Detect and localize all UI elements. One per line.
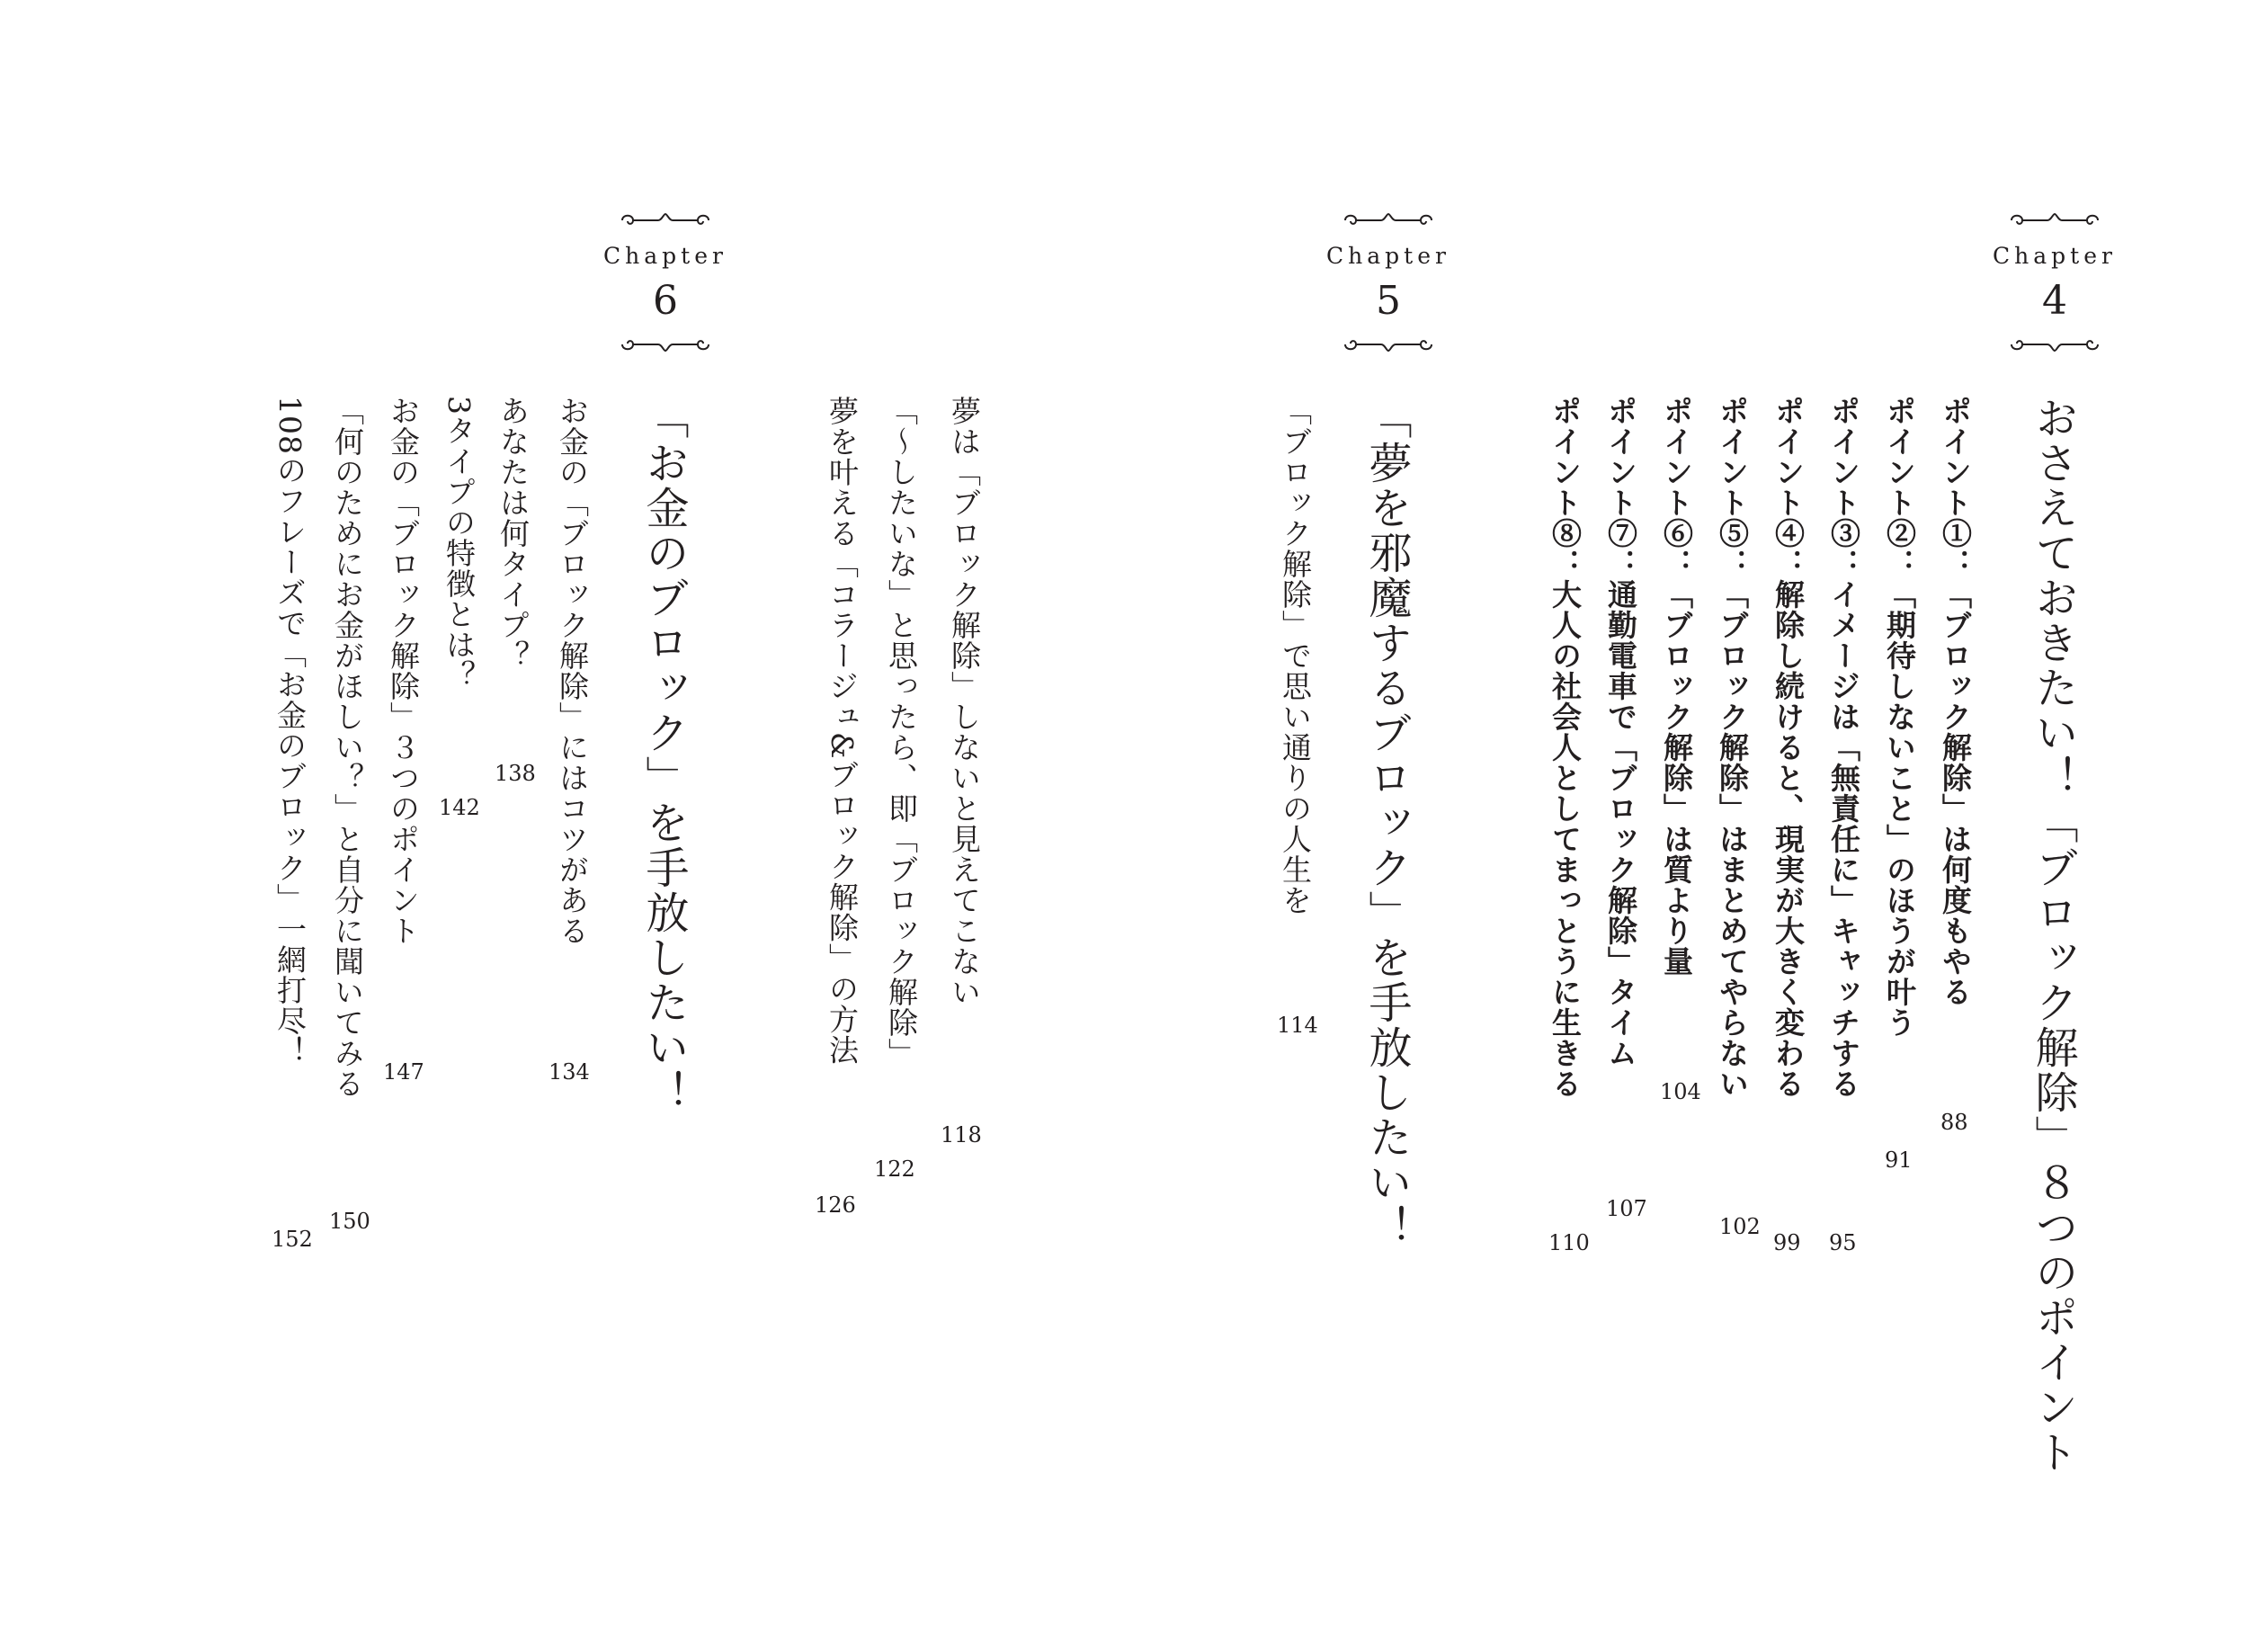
chapter-4-header <box>1947 209 2163 356</box>
ornament-flourish-icon <box>1336 333 1441 356</box>
page-number: 99 <box>1773 1230 1801 1255</box>
toc-entry[interactable]: 108のフレーズで「お金のブロック」一網打尽！ <box>272 396 308 1067</box>
chapter-4-title: おさえておきたい！「ブロック解除」８つのポイント <box>2028 396 2078 1475</box>
page-number: 88 <box>1940 1110 1968 1135</box>
toc-entry[interactable]: 3タイプの特徴とは？ <box>442 396 477 691</box>
page-number: 138 <box>495 761 536 786</box>
page-number: 126 <box>815 1192 856 1218</box>
page-number: 107 <box>1606 1196 1647 1221</box>
ornament-flourish-icon <box>613 209 718 232</box>
page-number: 118 <box>941 1122 982 1147</box>
toc-entry[interactable]: 「何のためにお金がほしい？」と自分に聞いてみる <box>330 396 365 1099</box>
toc-entry[interactable]: 「〜したいな」と思ったら、即「ブロック解除」 <box>884 396 919 1068</box>
page-number: 134 <box>549 1059 590 1085</box>
page-number: 104 <box>1660 1079 1701 1104</box>
chapter-5-header <box>1280 209 1496 356</box>
page-number: 91 <box>1885 1147 1913 1173</box>
toc-entry[interactable]: ポイント④：解除し続けると、現実が大きく変わる <box>1771 396 1806 1099</box>
toc-entry[interactable]: ポイント⑥：「ブロック解除」は質より量 <box>1659 396 1694 977</box>
chapter-label: Chapter <box>1326 243 1450 269</box>
chapter-5-title: 「夢を邪魔するブロック」を手放したい！ <box>1361 396 1412 1250</box>
toc-entry[interactable]: あなたは何タイプ？ <box>495 396 531 671</box>
chapter-6-title: 「お金のブロック」を手放したい！ <box>638 396 689 1115</box>
chapter-label: Chapter <box>603 243 727 269</box>
page-number: 152 <box>272 1227 313 1252</box>
ornament-flourish-icon <box>1336 209 1441 232</box>
page-number: 142 <box>439 795 480 820</box>
page-number: 95 <box>1829 1230 1857 1255</box>
toc-entry[interactable]: ポイント①：「ブロック解除」は何度もやる <box>1938 396 1973 1007</box>
ornament-flourish-icon <box>2003 333 2107 356</box>
toc-entry[interactable]: お金の「ブロック解除」にはコツがある <box>555 396 590 946</box>
toc-entry[interactable]: ポイント⑦：通勤電車で「ブロック解除」タイム <box>1603 396 1638 1068</box>
page-number: 147 <box>383 1059 424 1085</box>
toc-entry[interactable]: 夢は「ブロック解除」しないと見えてこない <box>947 396 982 1007</box>
ornament-flourish-icon <box>613 333 718 356</box>
chapter-6-header <box>558 209 773 356</box>
chapter-number: 4 <box>2042 278 2067 324</box>
toc-entry[interactable]: ポイント③：イメージは「無責任に」キャッチする <box>1826 396 1861 1099</box>
page-number: 110 <box>1548 1230 1590 1255</box>
chapter-label: Chapter <box>1993 243 2117 269</box>
toc-entry[interactable]: ポイント②：「期待しないこと」のほうが叶う <box>1882 396 1917 1038</box>
toc-entry[interactable]: ポイント⑤：「ブロック解除」はまとめてやらない <box>1715 396 1750 1099</box>
chapter-number: 6 <box>653 278 678 324</box>
toc-entry[interactable]: お金の「ブロック解除」３つのポイント <box>386 396 421 946</box>
page-number: 102 <box>1719 1214 1761 1239</box>
page-number: 122 <box>874 1156 915 1182</box>
toc-entry[interactable]: 「ブロック解除」で思い通りの人生を <box>1278 396 1313 915</box>
chapter-number: 5 <box>1376 278 1401 324</box>
toc-entry[interactable]: 夢を叶える「コラージュ&ブロック解除」の方法 <box>825 396 860 1066</box>
page-number: 150 <box>329 1209 370 1234</box>
page-number: 114 <box>1277 1013 1318 1038</box>
ornament-flourish-icon <box>2003 209 2107 232</box>
toc-entry[interactable]: ポイント⑧：大人の社会人としてまっとうに生きる <box>1548 396 1583 1099</box>
